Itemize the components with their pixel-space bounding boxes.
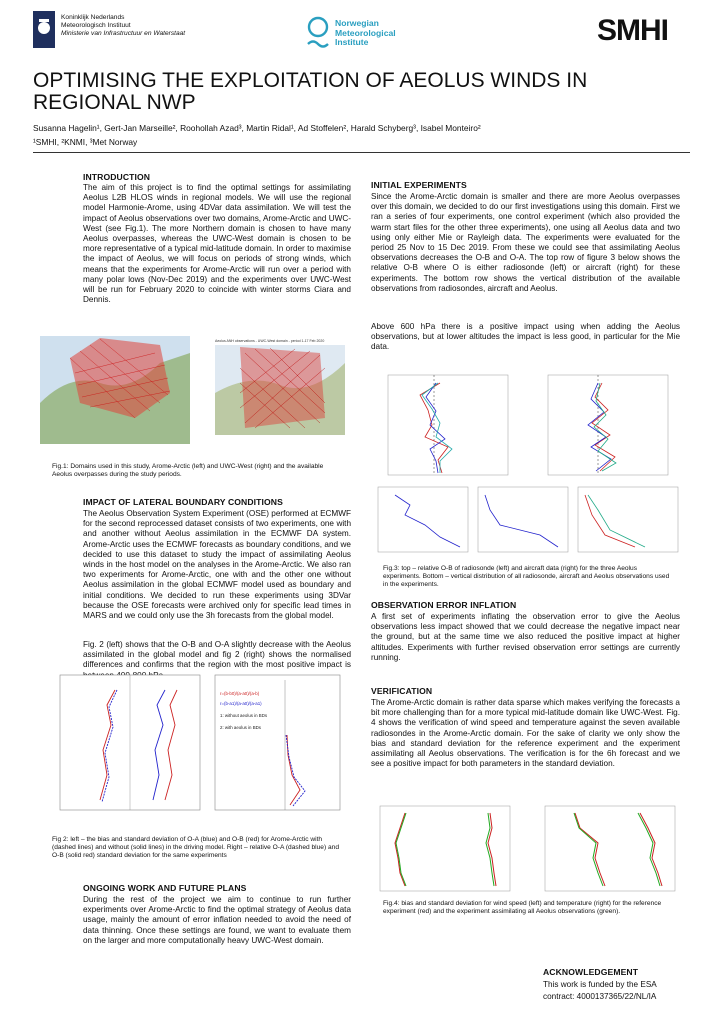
- fig2-legend2: r=(b-a1)/(a-a0)/(a-a1): [220, 701, 262, 706]
- figure-1: [40, 333, 348, 453]
- lbc-text1: The Aeolus Observation System Experiment (OSE) performed at ECMWF for the second reprocessed dataset consists of two experiments, one with and another without Aeolus assimilation in the ECMWF DA system. Arome-Arctic uses the ECMWF forecasts as boundary conditions, and we decided to use this dataset to study the impact of assimilating Aeolus winds in the host model on the analyses in the Arome-Arctic. We also ran two experiments for Arome-Arctic, one with and the other one without Aeolus assimilation in the global ECMWF model used as boundary and initial conditions. We decided to run these experiments using 3DVar because the OSE forecasts were archived only for specific lead times in MARS and we could only use the 3h forecasts from the global model.: [83, 509, 351, 621]
- knmi-logo: [33, 11, 233, 51]
- obs-error-heading: OBSERVATION ERROR INFLATION: [371, 600, 517, 610]
- poster-title: [33, 70, 693, 114]
- verification-text: The Arome-Arctic domain is rather data sparse which makes verifying the forecasts a bit more challenging than for a more typical mid-latitude domain like UWC-West. Fig. 4 shows the verification of wind speed and temperature against the seven available radiosondes in the Arome-Arctic domain. For the sake of clarity we only show the bias and standard deviation for the reference experiment and the experiment assimilating all Aeolus observations. The verification is for the 6h forecast and we see a positive impact for both parameters in the standard deviation.: [371, 698, 680, 769]
- fig4-caption: Fig.4: bias and standard deviation for wind speed (left) and temperature (right) for the reference experiment (red) and the experiment assimilating all Aeolus observations (green).: [383, 900, 662, 915]
- knmi-line1: Koninklijk Nederlands: [61, 14, 125, 21]
- fig3-caption: Fig.3: top – relative O-B of radiosonde (left) and aircraft data (right) for the three Aeolus experiments. Bottom – vertical distribution of all radiosonde, aircraft and Aeolus observations used in the experiments.: [383, 565, 670, 588]
- authors: Susanna Hagelin¹, Gert-Jan Marseille², Roohollah Azad³, Martin Ridal¹, Ad Stoffelen², Harald Schyberg³, Isabel Monteiro²: [33, 123, 481, 133]
- fig2-legend4: 2: with aeolus in BDs: [220, 725, 261, 730]
- initial-heading: INITIAL EXPERIMENTS: [371, 180, 467, 190]
- ongoing-heading: ONGOING WORK AND FUTURE PLANS: [83, 883, 247, 893]
- ack-line1: This work is funded by the ESA: [543, 980, 657, 989]
- intro-text: The aim of this project is to find the optimal settings for assimilating Aeolus L2B HLOS winds in regional models. We will use the regional model Harmonie-Arome, using 4DVar data assimilation. We will test the impact of Aeolus observations over two domains, Arome-Arctic and UWC-West (see Fig.1). The more Northern domain is chosen to have many Aeolus overpasses, whereas the UWC-West domain is chosen to be more representative of a typical mid-latitude domain. In order to maximise the impact of Aeolus, we will focus on periods of strong winds, which means that the experiments for Arome-Arctic will run over a period with many polar lows (Nov-Dec 2019) and the experiments over UWC-West will be run for February 2020 to coincide with winter storms Ciara and Dennis.: [83, 183, 351, 305]
- met-norway-logo: [306, 16, 436, 52]
- fig1-map-title: Aeolus ANH observations - UWC-West domain - period 1-17 Feb 2020: [215, 339, 325, 343]
- title-line2: REGIONAL NWP: [33, 91, 196, 114]
- met-line1: Norwegian: [335, 18, 379, 28]
- fig2-legend3: 1: without aeolus in BDs: [220, 713, 268, 718]
- knmi-line2: Meteorologisch Instituut: [61, 22, 131, 29]
- ongoing-text: During the rest of the project we aim to continue to run further experiments over Arome-Arctic to find the optimal strategy of Aeolus data usage, mainly the amount of error inflation needed to avoid the need of data thinning. Once these settings are found, we want to evaluate them on the larger and more computationally heavy UWC-West domain.: [83, 895, 351, 945]
- fig1-caption: Fig.1: Domains used in this study, Arome-Arctic (left) and UWC-West (right) and the available Aeolus overpasses during the study periods.: [52, 463, 324, 478]
- title-divider: [33, 152, 690, 153]
- crest-icon: [33, 11, 55, 48]
- fig2-caption: Fig 2: left – the bias and standard deviation of O-A (blue) and O-B (red) for Arome-Arctic with (dashed lines) and without (solid lines) in the driving model. Right – relative O-A (dashed blue) and O-B (solid red) standard deviation for the same experiments: [52, 836, 339, 859]
- figure-4: [370, 798, 682, 898]
- met-swirl-icon: [306, 16, 332, 52]
- lbc-heading: IMPACT OF LATERAL BOUNDARY CONDITIONS: [83, 497, 283, 507]
- knmi-line3: Ministerie van Infrastructuur en Waterstaat: [61, 30, 186, 37]
- met-line3: Institute: [335, 37, 369, 48]
- affiliations: ¹SMHI, ²KNMI, ³Met Norway: [33, 137, 138, 147]
- ack-line2: contract: 4000137365/22/NL/IA: [543, 992, 657, 1001]
- verification-heading: VERIFICATION: [371, 686, 433, 696]
- met-line2: Meteorological: [335, 27, 396, 38]
- intro-heading: INTRODUCTION: [83, 172, 151, 182]
- fig2-legend1: r=(b-b0)/(a-a0)/(a-b): [220, 691, 260, 696]
- initial-text2: Above 600 hPa there is a positive impact using when adding the Aeolus observations, but at lower altitudes the impact is less good, in particular for the Mie data.: [371, 322, 680, 352]
- ack-heading: ACKNOWLEDGEMENT: [543, 967, 639, 977]
- title-line1: OPTIMISING THE EXPLOITATION OF AEOLUS WINDS IN: [33, 69, 588, 92]
- smhi-logo: SMHI: [597, 14, 668, 47]
- initial-text1: Since the Arome-Arctic domain is smaller and there are more Aeolus overpasses over this domain, we decided to do our first investigations using this domain. First we ran a series of four experiments, one control experiment (which also provided the warm start files for the other three experiments), one using all Aeolus data and two using only either Mie or Rayleigh data. The experiments were evaluated for the period 25 Nov to 15 Dec 2019. From these we could see that assimilating Aeolus observations decreases the O-B and O-A. The top row of figure 3 below shows the relative O-B where O is either radiosonde (left) or aircraft (right) for these experiments. The bottom row shows the vertical distribution of the available observations from radiosondes, aircraft and Aeolus.: [371, 192, 680, 293]
- obs-error-text: A first set of experiments inflating the observation error to give the Aeolus observations less impact showed that we could decrease the negative impact near the ground, but at the same time we also reduced the positive impact at higher altitudes. Experiments with further revised observation error settings are currently running.: [371, 612, 680, 662]
- lbc-text2: Fig. 2 (left) shows that the O-B and O-A slightly decrease with the Aeolus assimilated in the global model and fig 2 (right) shows the normalised differences and confirms that the region with the most positive impact is: [83, 640, 351, 670]
- figure-3: [370, 365, 682, 565]
- figure-2: [45, 665, 345, 835]
